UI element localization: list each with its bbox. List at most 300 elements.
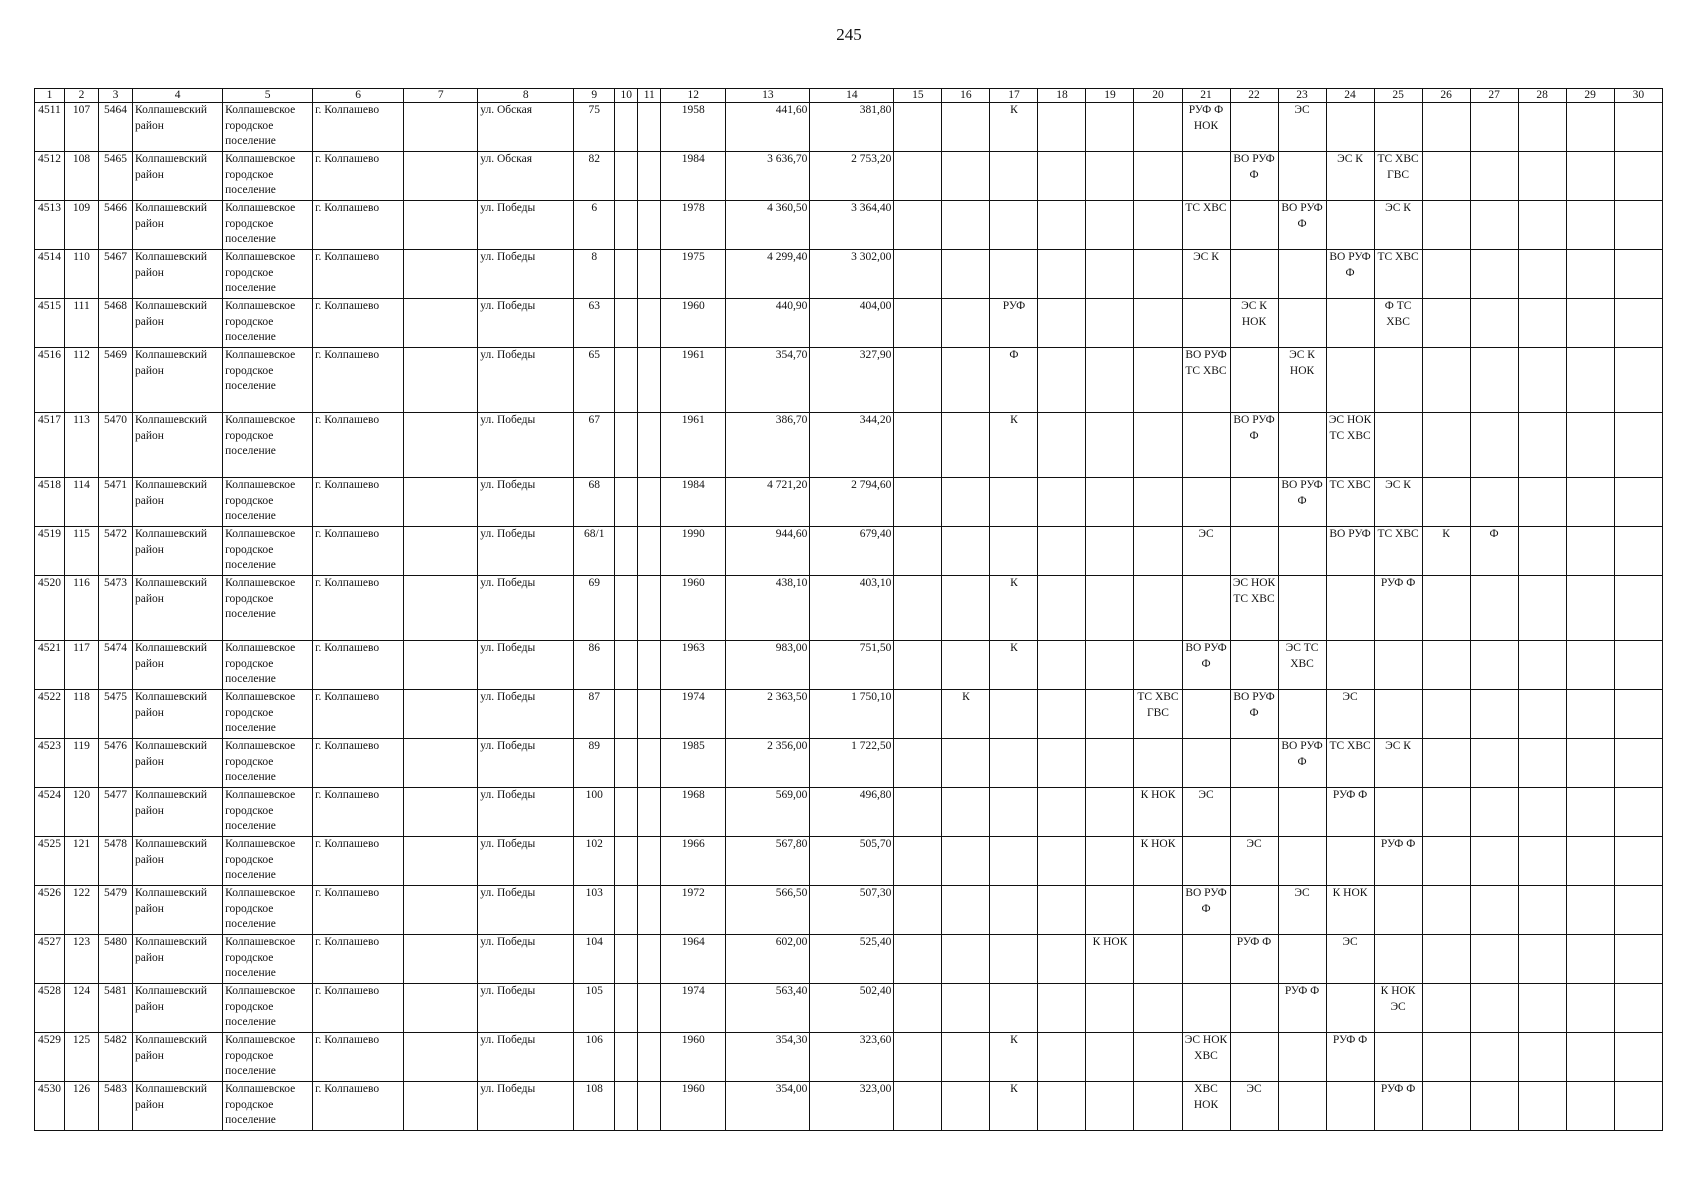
cell-col-10 — [615, 739, 638, 788]
cell-col-15 — [894, 886, 942, 935]
cell-col-11 — [638, 348, 661, 413]
cell-col-17 — [990, 690, 1038, 739]
cell-col-27 — [1470, 837, 1518, 886]
cell-col-2: 107 — [65, 103, 99, 152]
cell-col-24: ЭС К — [1326, 152, 1374, 201]
cell-col-4: Колпашевский район — [133, 886, 223, 935]
cell-col-8: ул. Победы — [478, 1082, 574, 1131]
cell-col-26 — [1422, 886, 1470, 935]
cell-col-11 — [638, 299, 661, 348]
cell-col-4: Колпашевский район — [133, 1082, 223, 1131]
cell-col-19 — [1086, 478, 1134, 527]
cell-col-19 — [1086, 348, 1134, 413]
cell-col-10 — [615, 1082, 638, 1131]
table-row — [35, 641, 1663, 690]
column-header-21: 21 — [1182, 89, 1230, 103]
cell-col-26 — [1422, 641, 1470, 690]
cell-col-11 — [638, 250, 661, 299]
cell-col-27 — [1470, 739, 1518, 788]
cell-col-22 — [1230, 1033, 1278, 1082]
cell-col-11 — [638, 690, 661, 739]
cell-col-5: Колпашевское городское поселение — [223, 413, 313, 478]
cell-col-5: Колпашевское городское поселение — [223, 1082, 313, 1131]
column-header-13: 13 — [726, 89, 810, 103]
cell-col-11 — [638, 935, 661, 984]
cell-col-24 — [1326, 1082, 1374, 1131]
cell-col-14: 507,30 — [810, 886, 894, 935]
cell-col-25 — [1374, 935, 1422, 984]
cell-col-10 — [615, 788, 638, 837]
cell-col-30 — [1614, 299, 1662, 348]
cell-col-18 — [1038, 103, 1086, 152]
cell-col-21: ЭС НОК ХВС — [1182, 1033, 1230, 1082]
cell-col-19 — [1086, 1033, 1134, 1082]
cell-col-9: 6 — [574, 201, 615, 250]
cell-col-17 — [990, 984, 1038, 1033]
cell-col-9: 69 — [574, 576, 615, 641]
cell-col-21 — [1182, 739, 1230, 788]
cell-col-24: ЭС — [1326, 935, 1374, 984]
cell-col-14: 381,80 — [810, 103, 894, 152]
cell-col-1: 4515 — [35, 299, 65, 348]
cell-col-4: Колпашевский район — [133, 348, 223, 413]
cell-col-15 — [894, 1033, 942, 1082]
cell-col-1: 4526 — [35, 886, 65, 935]
cell-col-6: г. Колпашево — [313, 1082, 404, 1131]
cell-col-16 — [942, 152, 990, 201]
cell-col-30 — [1614, 576, 1662, 641]
cell-col-12: 1961 — [661, 348, 726, 413]
cell-col-1: 4511 — [35, 103, 65, 152]
cell-col-8: ул. Победы — [478, 576, 574, 641]
cell-col-3: 5472 — [99, 527, 133, 576]
cell-col-22 — [1230, 478, 1278, 527]
cell-col-28 — [1518, 250, 1566, 299]
cell-col-25 — [1374, 1033, 1422, 1082]
cell-col-28 — [1518, 201, 1566, 250]
cell-col-29 — [1566, 788, 1614, 837]
cell-col-23: ВО РУФ Ф — [1278, 201, 1326, 250]
column-header-16: 16 — [942, 89, 990, 103]
cell-col-11 — [638, 886, 661, 935]
cell-col-22: ВО РУФ Ф — [1230, 413, 1278, 478]
column-header-7: 7 — [404, 89, 478, 103]
cell-col-26 — [1422, 1082, 1470, 1131]
cell-col-6: г. Колпашево — [313, 886, 404, 935]
cell-col-2: 112 — [65, 348, 99, 413]
cell-col-20 — [1134, 527, 1182, 576]
cell-col-25: ТС ХВС ГВС — [1374, 152, 1422, 201]
cell-col-18 — [1038, 935, 1086, 984]
cell-col-19 — [1086, 250, 1134, 299]
cell-col-29 — [1566, 299, 1614, 348]
cell-col-15 — [894, 690, 942, 739]
cell-col-24 — [1326, 103, 1374, 152]
cell-col-2: 119 — [65, 739, 99, 788]
cell-col-17: РУФ — [990, 299, 1038, 348]
cell-col-13: 3 636,70 — [726, 152, 810, 201]
cell-col-5: Колпашевское городское поселение — [223, 201, 313, 250]
cell-col-14: 2 753,20 — [810, 152, 894, 201]
cell-col-11 — [638, 837, 661, 886]
cell-col-3: 5468 — [99, 299, 133, 348]
cell-col-12: 1972 — [661, 886, 726, 935]
cell-col-15 — [894, 641, 942, 690]
cell-col-30 — [1614, 527, 1662, 576]
cell-col-27 — [1470, 348, 1518, 413]
cell-col-6: г. Колпашево — [313, 103, 404, 152]
cell-col-26 — [1422, 739, 1470, 788]
cell-col-1: 4513 — [35, 201, 65, 250]
cell-col-2: 126 — [65, 1082, 99, 1131]
cell-col-19 — [1086, 527, 1134, 576]
cell-col-20 — [1134, 739, 1182, 788]
cell-col-7 — [404, 152, 478, 201]
cell-col-20 — [1134, 152, 1182, 201]
cell-col-29 — [1566, 576, 1614, 641]
cell-col-3: 5478 — [99, 837, 133, 886]
cell-col-13: 2 356,00 — [726, 739, 810, 788]
table-row — [35, 1082, 1663, 1131]
cell-col-14: 344,20 — [810, 413, 894, 478]
cell-col-27 — [1470, 984, 1518, 1033]
cell-col-13: 602,00 — [726, 935, 810, 984]
cell-col-5: Колпашевское городское поселение — [223, 152, 313, 201]
cell-col-4: Колпашевский район — [133, 103, 223, 152]
cell-col-7 — [404, 527, 478, 576]
cell-col-18 — [1038, 641, 1086, 690]
cell-col-16: К — [942, 690, 990, 739]
table-row — [35, 201, 1663, 250]
cell-col-12: 1984 — [661, 478, 726, 527]
cell-col-17 — [990, 739, 1038, 788]
cell-col-22 — [1230, 739, 1278, 788]
cell-col-6: г. Колпашево — [313, 152, 404, 201]
column-header-19: 19 — [1086, 89, 1134, 103]
cell-col-19 — [1086, 576, 1134, 641]
cell-col-16 — [942, 1082, 990, 1131]
cell-col-23 — [1278, 690, 1326, 739]
cell-col-12: 1990 — [661, 527, 726, 576]
cell-col-8: ул. Победы — [478, 527, 574, 576]
cell-col-9: 105 — [574, 984, 615, 1033]
table-row — [35, 1033, 1663, 1082]
cell-col-12: 1958 — [661, 103, 726, 152]
cell-col-26: К — [1422, 527, 1470, 576]
table-row — [35, 478, 1663, 527]
cell-col-25: Ф ТС ХВС — [1374, 299, 1422, 348]
cell-col-1: 4523 — [35, 739, 65, 788]
cell-col-4: Колпашевский район — [133, 527, 223, 576]
cell-col-3: 5475 — [99, 690, 133, 739]
cell-col-2: 124 — [65, 984, 99, 1033]
cell-col-22: ВО РУФ Ф — [1230, 690, 1278, 739]
cell-col-12: 1978 — [661, 201, 726, 250]
cell-col-27 — [1470, 886, 1518, 935]
column-header-14: 14 — [810, 89, 894, 103]
cell-col-2: 121 — [65, 837, 99, 886]
cell-col-26 — [1422, 690, 1470, 739]
cell-col-21: ХВС НОК — [1182, 1082, 1230, 1131]
cell-col-17 — [990, 788, 1038, 837]
cell-col-18 — [1038, 1033, 1086, 1082]
cell-col-1: 4514 — [35, 250, 65, 299]
cell-col-5: Колпашевское городское поселение — [223, 299, 313, 348]
cell-col-20: К НОК — [1134, 837, 1182, 886]
cell-col-14: 323,00 — [810, 1082, 894, 1131]
table-row — [35, 837, 1663, 886]
cell-col-30 — [1614, 250, 1662, 299]
cell-col-18 — [1038, 1082, 1086, 1131]
cell-col-13: 440,90 — [726, 299, 810, 348]
cell-col-20 — [1134, 348, 1182, 413]
cell-col-28 — [1518, 103, 1566, 152]
cell-col-3: 5469 — [99, 348, 133, 413]
cell-col-20 — [1134, 1082, 1182, 1131]
cell-col-21 — [1182, 576, 1230, 641]
cell-col-16 — [942, 984, 990, 1033]
cell-col-13: 386,70 — [726, 413, 810, 478]
cell-col-21 — [1182, 935, 1230, 984]
cell-col-1: 4527 — [35, 935, 65, 984]
cell-col-22 — [1230, 788, 1278, 837]
cell-col-12: 1960 — [661, 299, 726, 348]
cell-col-25: ЭС К — [1374, 201, 1422, 250]
cell-col-16 — [942, 788, 990, 837]
cell-col-10 — [615, 527, 638, 576]
cell-col-23 — [1278, 250, 1326, 299]
cell-col-16 — [942, 413, 990, 478]
cell-col-16 — [942, 935, 990, 984]
cell-col-7 — [404, 250, 478, 299]
cell-col-29 — [1566, 348, 1614, 413]
cell-col-18 — [1038, 201, 1086, 250]
cell-col-15 — [894, 103, 942, 152]
cell-col-25 — [1374, 348, 1422, 413]
cell-col-21 — [1182, 299, 1230, 348]
cell-col-4: Колпашевский район — [133, 690, 223, 739]
cell-col-14: 404,00 — [810, 299, 894, 348]
cell-col-24: ВО РУФ — [1326, 527, 1374, 576]
cell-col-25 — [1374, 103, 1422, 152]
cell-col-29 — [1566, 837, 1614, 886]
cell-col-24: РУФ Ф — [1326, 788, 1374, 837]
column-header-8: 8 — [478, 89, 574, 103]
cell-col-10 — [615, 348, 638, 413]
cell-col-7 — [404, 837, 478, 886]
cell-col-18 — [1038, 788, 1086, 837]
cell-col-10 — [615, 576, 638, 641]
cell-col-24 — [1326, 641, 1374, 690]
cell-col-7 — [404, 478, 478, 527]
cell-col-14: 751,50 — [810, 641, 894, 690]
cell-col-8: ул. Обская — [478, 103, 574, 152]
table-row — [35, 886, 1663, 935]
cell-col-16 — [942, 299, 990, 348]
cell-col-27 — [1470, 201, 1518, 250]
cell-col-5: Колпашевское городское поселение — [223, 739, 313, 788]
cell-col-18 — [1038, 152, 1086, 201]
cell-col-10 — [615, 103, 638, 152]
cell-col-8: ул. Победы — [478, 413, 574, 478]
cell-col-15 — [894, 478, 942, 527]
cell-col-28 — [1518, 788, 1566, 837]
cell-col-23 — [1278, 413, 1326, 478]
cell-col-10 — [615, 413, 638, 478]
column-header-25: 25 — [1374, 89, 1422, 103]
housing-register-table — [34, 88, 1663, 1131]
cell-col-27 — [1470, 576, 1518, 641]
cell-col-9: 8 — [574, 250, 615, 299]
column-header-10: 10 — [615, 89, 638, 103]
cell-col-20 — [1134, 201, 1182, 250]
cell-col-14: 502,40 — [810, 984, 894, 1033]
cell-col-21: ТС ХВС — [1182, 201, 1230, 250]
cell-col-5: Колпашевское городское поселение — [223, 576, 313, 641]
cell-col-21 — [1182, 837, 1230, 886]
cell-col-17: К — [990, 1033, 1038, 1082]
cell-col-9: 67 — [574, 413, 615, 478]
cell-col-6: г. Колпашево — [313, 201, 404, 250]
cell-col-20: К НОК — [1134, 788, 1182, 837]
cell-col-15 — [894, 788, 942, 837]
cell-col-8: ул. Победы — [478, 935, 574, 984]
column-header-12: 12 — [661, 89, 726, 103]
cell-col-26 — [1422, 935, 1470, 984]
cell-col-20 — [1134, 576, 1182, 641]
cell-col-10 — [615, 478, 638, 527]
table-row — [35, 152, 1663, 201]
cell-col-17: Ф — [990, 348, 1038, 413]
cell-col-28 — [1518, 478, 1566, 527]
cell-col-29 — [1566, 250, 1614, 299]
cell-col-22: ЭС НОК ТС ХВС — [1230, 576, 1278, 641]
cell-col-12: 1960 — [661, 1033, 726, 1082]
cell-col-26 — [1422, 984, 1470, 1033]
cell-col-17: К — [990, 103, 1038, 152]
cell-col-26 — [1422, 299, 1470, 348]
cell-col-30 — [1614, 837, 1662, 886]
cell-col-24 — [1326, 576, 1374, 641]
cell-col-6: г. Колпашево — [313, 576, 404, 641]
cell-col-11 — [638, 788, 661, 837]
cell-col-15 — [894, 527, 942, 576]
cell-col-16 — [942, 576, 990, 641]
cell-col-25 — [1374, 641, 1422, 690]
cell-col-3: 5477 — [99, 788, 133, 837]
cell-col-5: Колпашевское городское поселение — [223, 1033, 313, 1082]
cell-col-1: 4524 — [35, 788, 65, 837]
cell-col-15 — [894, 984, 942, 1033]
cell-col-12: 1964 — [661, 935, 726, 984]
cell-col-18 — [1038, 527, 1086, 576]
cell-col-7 — [404, 641, 478, 690]
cell-col-28 — [1518, 576, 1566, 641]
cell-col-6: г. Колпашево — [313, 1033, 404, 1082]
cell-col-6: г. Колпашево — [313, 739, 404, 788]
cell-col-24 — [1326, 348, 1374, 413]
cell-col-16 — [942, 837, 990, 886]
cell-col-12: 1974 — [661, 690, 726, 739]
cell-col-1: 4525 — [35, 837, 65, 886]
cell-col-20 — [1134, 299, 1182, 348]
cell-col-13: 4 360,50 — [726, 201, 810, 250]
cell-col-4: Колпашевский район — [133, 576, 223, 641]
cell-col-4: Колпашевский район — [133, 201, 223, 250]
cell-col-14: 323,60 — [810, 1033, 894, 1082]
table-row — [35, 984, 1663, 1033]
cell-col-20 — [1134, 935, 1182, 984]
cell-col-20 — [1134, 478, 1182, 527]
cell-col-28 — [1518, 152, 1566, 201]
column-header-9: 9 — [574, 89, 615, 103]
cell-col-30 — [1614, 201, 1662, 250]
cell-col-1: 4520 — [35, 576, 65, 641]
cell-col-24: ТС ХВС — [1326, 478, 1374, 527]
cell-col-8: ул. Победы — [478, 641, 574, 690]
cell-col-15 — [894, 152, 942, 201]
cell-col-22 — [1230, 103, 1278, 152]
cell-col-16 — [942, 739, 990, 788]
cell-col-29 — [1566, 1033, 1614, 1082]
cell-col-21 — [1182, 690, 1230, 739]
cell-col-14: 679,40 — [810, 527, 894, 576]
cell-col-25: РУФ Ф — [1374, 576, 1422, 641]
cell-col-7 — [404, 103, 478, 152]
cell-col-17 — [990, 152, 1038, 201]
cell-col-15 — [894, 413, 942, 478]
cell-col-6: г. Колпашево — [313, 413, 404, 478]
cell-col-19 — [1086, 103, 1134, 152]
cell-col-1: 4518 — [35, 478, 65, 527]
cell-col-3: 5480 — [99, 935, 133, 984]
cell-col-9: 89 — [574, 739, 615, 788]
cell-col-15 — [894, 1082, 942, 1131]
cell-col-11 — [638, 984, 661, 1033]
cell-col-5: Колпашевское городское поселение — [223, 690, 313, 739]
cell-col-12: 1960 — [661, 1082, 726, 1131]
cell-col-7 — [404, 935, 478, 984]
cell-col-23: ЭС — [1278, 103, 1326, 152]
cell-col-28 — [1518, 837, 1566, 886]
cell-col-13: 944,60 — [726, 527, 810, 576]
cell-col-24 — [1326, 984, 1374, 1033]
cell-col-17: К — [990, 413, 1038, 478]
table-row — [35, 299, 1663, 348]
cell-col-9: 87 — [574, 690, 615, 739]
cell-col-14: 1 722,50 — [810, 739, 894, 788]
cell-col-3: 5466 — [99, 201, 133, 250]
cell-col-17 — [990, 201, 1038, 250]
cell-col-8: ул. Победы — [478, 984, 574, 1033]
cell-col-21: ЭС К — [1182, 250, 1230, 299]
cell-col-17: К — [990, 1082, 1038, 1131]
table-row — [35, 739, 1663, 788]
column-header-22: 22 — [1230, 89, 1278, 103]
cell-col-28 — [1518, 299, 1566, 348]
cell-col-10 — [615, 935, 638, 984]
cell-col-3: 5465 — [99, 152, 133, 201]
cell-col-30 — [1614, 478, 1662, 527]
cell-col-13: 563,40 — [726, 984, 810, 1033]
cell-col-1: 4521 — [35, 641, 65, 690]
cell-col-14: 327,90 — [810, 348, 894, 413]
cell-col-4: Колпашевский район — [133, 250, 223, 299]
cell-col-2: 117 — [65, 641, 99, 690]
cell-col-2: 116 — [65, 576, 99, 641]
cell-col-16 — [942, 478, 990, 527]
table-row — [35, 690, 1663, 739]
